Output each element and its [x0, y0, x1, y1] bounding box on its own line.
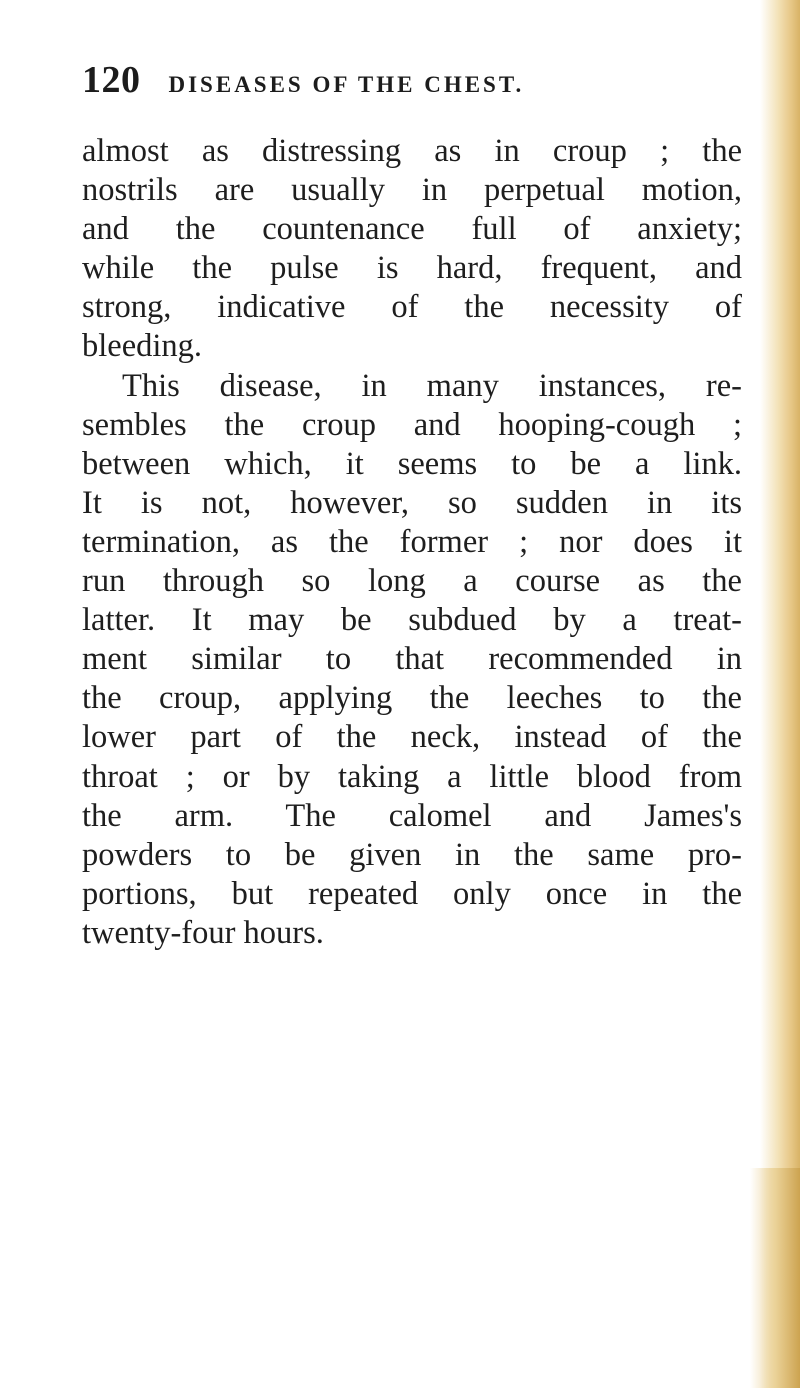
text-line: latter. It may be subdued by a treat-: [82, 602, 742, 639]
text-line: portions, but repeated only once in the: [82, 875, 742, 912]
text-line: lower part of the neck, instead of the: [82, 719, 742, 756]
text-line: almost as distressing as in croup ; the: [82, 133, 742, 169]
text-line: termination, as the former ; nor does it: [82, 523, 742, 560]
page-number: 120: [82, 59, 141, 101]
paragraph-start-line: This disease, in many instances, re-: [122, 367, 742, 404]
text-line: the arm. The calomel and James's: [82, 797, 742, 834]
body-text: [82, 132, 742, 953]
text-line: bleeding.: [82, 328, 203, 365]
text-line: while the pulse is hard, frequent, and: [82, 250, 742, 287]
text-line: throat ; or by taking a little blood from: [82, 758, 742, 795]
page-header: [82, 58, 722, 102]
text-line: ment similar to that recommended in: [82, 641, 742, 678]
text-line: powders to be given in the same pro-: [82, 836, 742, 873]
running-title: DISEASES OF THE CHEST.: [168, 72, 525, 97]
text-line: and the countenance full of anxiety;: [82, 211, 742, 248]
text-line: twenty-four hours.: [82, 914, 324, 951]
page-edge-stain: [750, 1168, 800, 1388]
text-line: the croup, applying the leeches to the: [82, 680, 742, 717]
text-line: between which, it seems to be a link.: [82, 445, 742, 482]
text-line: It is not, however, so sudden in its: [82, 484, 742, 521]
text-line: nostrils are usually in perpetual motion,: [82, 172, 742, 209]
text-line: run through so long a course as the: [82, 563, 742, 600]
text-line: sembles the croup and hooping-cough ;: [82, 406, 742, 443]
text-line: strong, indicative of the necessity of: [82, 289, 742, 326]
